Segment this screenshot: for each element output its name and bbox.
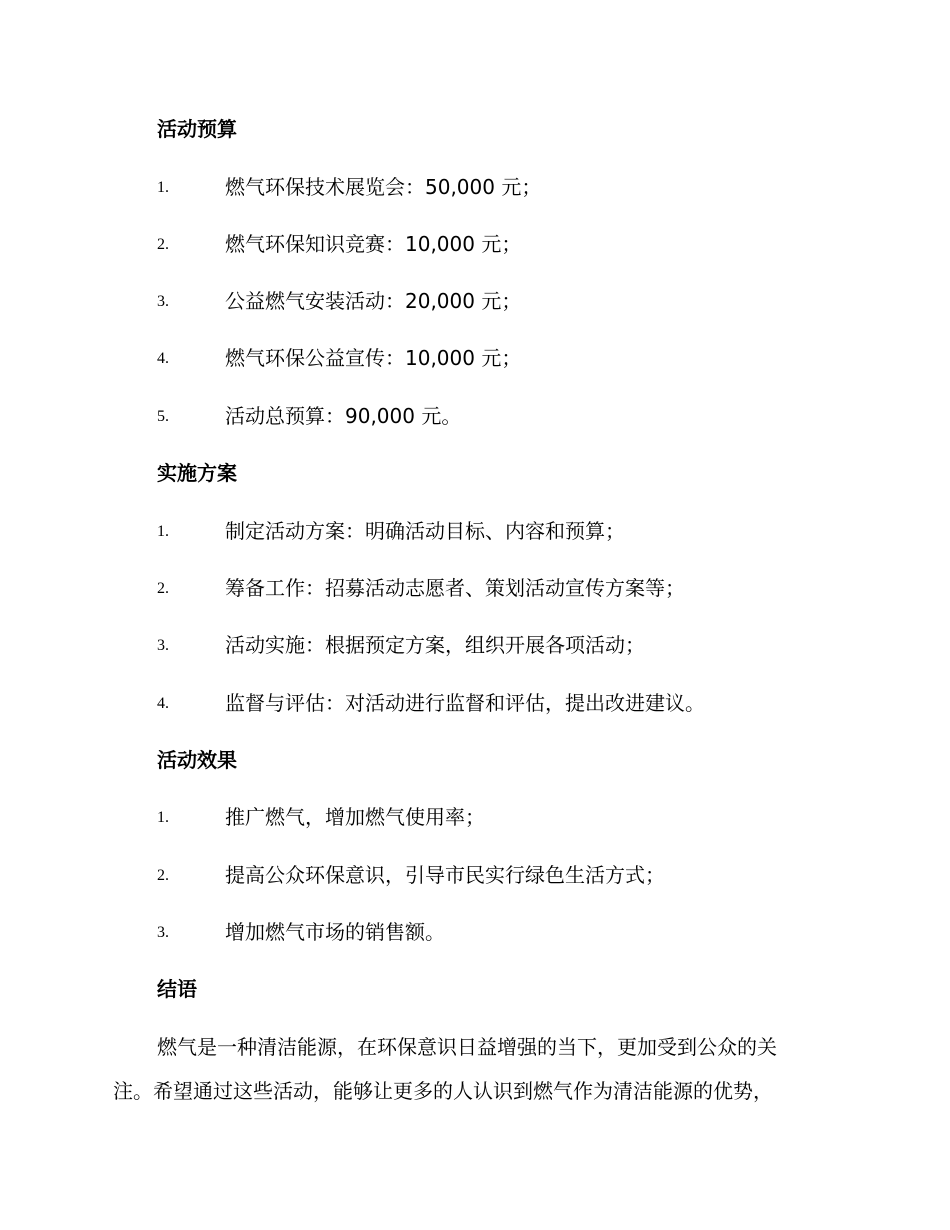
list-number: 1. (157, 809, 169, 826)
list-number: 1. (157, 523, 169, 540)
list-text: 燃气环保技术展览会：50,000 元； (225, 175, 542, 199)
section-title-conclusion: 结语 (157, 977, 197, 1001)
list-number: 5. (157, 408, 169, 425)
list-item (0, 575, 950, 601)
list-number: 3. (157, 924, 169, 941)
list-text: 制定活动方案：明确活动目标、内容和预算； (225, 519, 625, 543)
list-text: 公益燃气安装活动：20,000 元； (225, 289, 522, 313)
list-item (0, 632, 950, 658)
list-number: 2. (157, 580, 169, 597)
list-item (0, 231, 950, 257)
list-text: 活动实施：根据预定方案，组织开展各项活动； (225, 633, 645, 657)
section-title-plan: 实施方案 (157, 461, 237, 485)
list-number: 2. (157, 236, 169, 253)
list-text: 燃气环保公益宣传：10,000 元； (225, 346, 522, 370)
section-title-budget: 活动预算 (157, 117, 237, 141)
list-text: 增加燃气市场的销售额。 (225, 920, 445, 944)
list-number: 4. (157, 695, 169, 712)
list-item (0, 518, 950, 544)
list-number: 1. (157, 179, 169, 196)
list-item (0, 919, 950, 945)
list-text: 活动总预算：90,000 元。 (225, 404, 462, 428)
list-text: 提高公众环保意识，引导市民实行绿色生活方式； (225, 863, 665, 887)
paragraph-line: 燃气是一种清洁能源，在环保意识日益增强的当下，更加受到公众的关 (157, 1035, 777, 1059)
list-item (0, 403, 950, 429)
list-item (0, 690, 950, 716)
list-item (0, 288, 950, 314)
list-item (0, 862, 950, 888)
list-item (0, 804, 950, 830)
list-item (0, 174, 950, 200)
section-title-effect: 活动效果 (157, 748, 237, 772)
paragraph-line: 注。希望通过这些活动，能够让更多的人认识到燃气作为清洁能源的优势， (113, 1079, 773, 1103)
list-number: 3. (157, 637, 169, 654)
list-number: 2. (157, 867, 169, 884)
list-text: 燃气环保知识竞赛：10,000 元； (225, 232, 522, 256)
list-text: 监督与评估：对活动进行监督和评估，提出改进建议。 (225, 691, 705, 715)
list-item (0, 345, 950, 371)
list-number: 4. (157, 350, 169, 367)
list-text: 筹备工作：招募活动志愿者、策划活动宣传方案等； (225, 576, 685, 600)
list-text: 推广燃气，增加燃气使用率； (225, 805, 485, 829)
list-number: 3. (157, 293, 169, 310)
